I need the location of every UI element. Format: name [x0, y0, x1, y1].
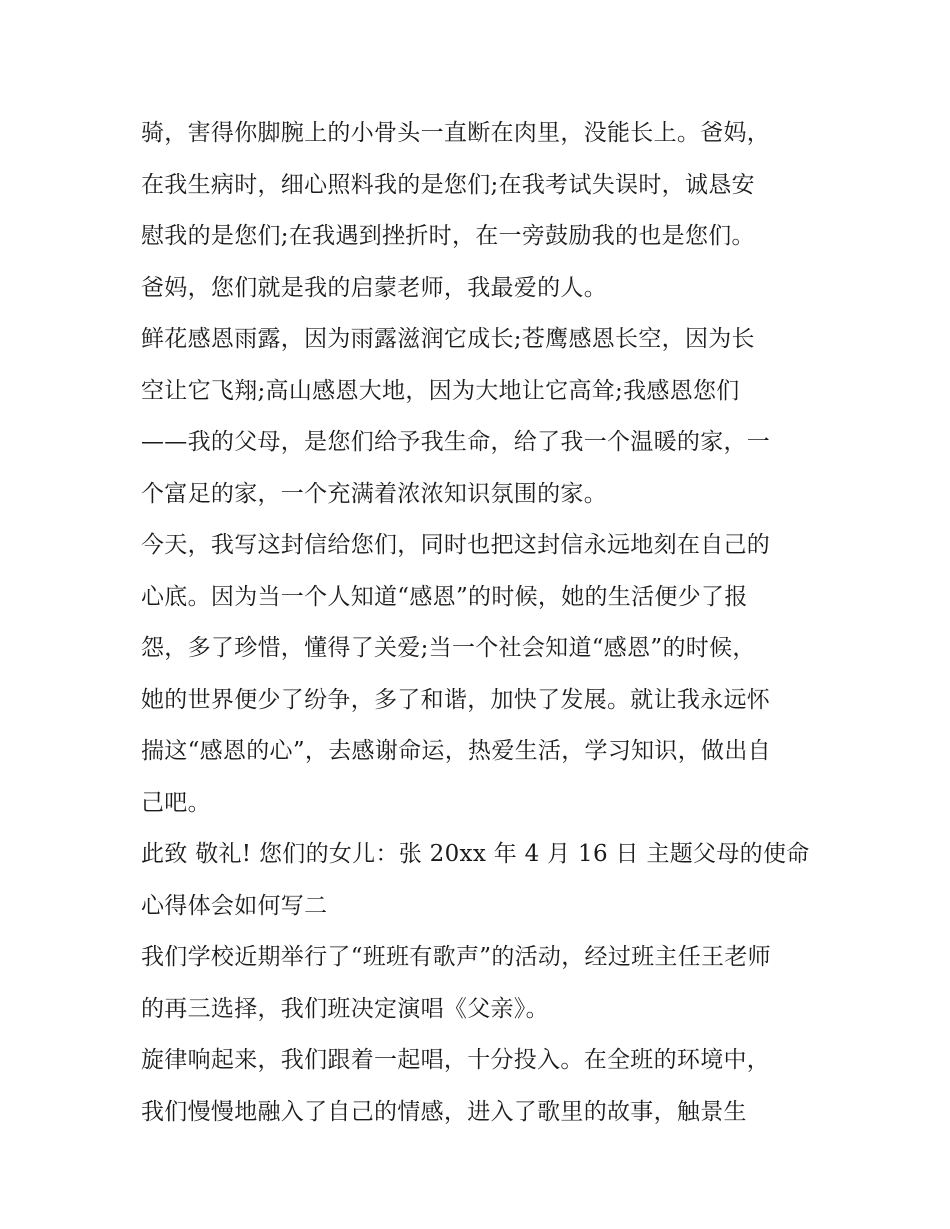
- text-line: 个富足的家，一个充满着浓浓知识氛围的家。: [141, 480, 607, 507]
- text-line: 的再三选择，我们班决定演唱《父亲》。: [141, 995, 549, 1022]
- text-line: 骑，害得你脚腕上的小骨头一直断在肉里，没能长上。爸妈，: [141, 120, 771, 146]
- text-line: 爸妈，您们就是我的启蒙老师，我最爱的人。: [141, 274, 607, 301]
- text-line: 在我生病时，细心照料我的是您们;在我考试失误时，诚恳安: [141, 171, 755, 198]
- text-line: 怨，多了珍惜，懂得了关爱;当一个社会知道“感恩”的时候，: [141, 635, 756, 661]
- text-line: ——我的父母，是您们给予我生命，给了我一个温暖的家，一: [141, 429, 771, 455]
- text-line: 揣这“感恩的心”，去感谢命运，热爱生活，学习知识，做出自: [141, 738, 771, 764]
- text-line: 我们学校近期举行了“班班有歌声”的活动，经过班主任王老师: [141, 944, 771, 970]
- text-line: 心得体会如何写二: [141, 892, 328, 919]
- text-line: 鲜花感恩雨露，因为雨露滋润它成长;苍鹰感恩长空，因为长: [141, 326, 755, 352]
- text-line: 空让它飞翔;高山感恩大地，因为大地让它高耸;我感恩您们: [141, 377, 740, 404]
- text-line: 旋律响起来，我们跟着一起唱，十分投入。在全班的环境中，: [141, 1047, 771, 1073]
- text-line: 她的世界便少了纷争，多了和谐，加快了发展。就让我永远怀: [141, 686, 771, 713]
- text-line: 己吧。: [141, 789, 211, 816]
- text-line: 今天，我写这封信给您们，同时也把这封信永远地刻在自己的: [141, 532, 771, 558]
- text-line: 慰我的是您们;在我遇到挫折时，在一旁鼓励我的也是您们。: [141, 223, 755, 249]
- text-line: 此致 敬礼! 您们的女儿：张 20xx 年 4 月 16 日 主题父母的使命: [141, 841, 810, 867]
- text-line: 心底。因为当一个人知道“感恩”的时候，她的生活便少了报: [141, 583, 748, 610]
- text-line: 我们慢慢地融入了自己的情感，进入了歌里的故事，触景生: [141, 1098, 747, 1125]
- document-body: [141, 108, 821, 1138]
